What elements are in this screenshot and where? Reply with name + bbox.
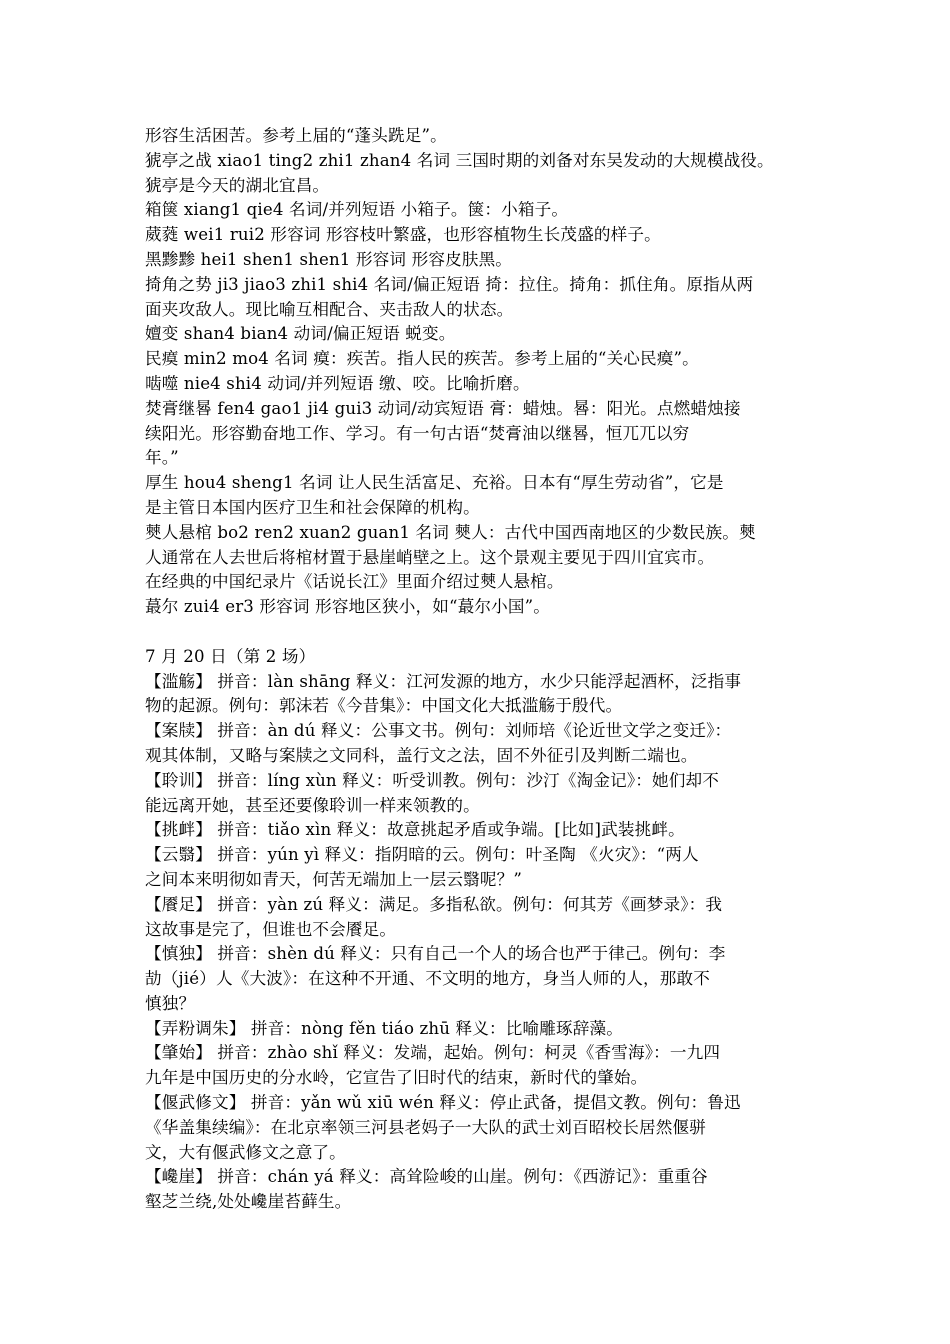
text-line: 这故事是完了，但谁也不会餍足。 xyxy=(145,919,397,939)
text-line: 是主管日本国内医疗卫生和社会保障的机构。 xyxy=(145,497,480,517)
text-line: 蕞尔 zui4 er3 形容词 形容地区狭小，如“蕞尔小国”。 xyxy=(145,597,551,617)
text-line: 之间本来明彻如青天，何苦无端加上一层云翳呢？” xyxy=(145,869,522,889)
text-line: 【餍足】 拼音：yàn zú 释义：满足。多指私欲。例句：何其芳《画梦录》：我 xyxy=(145,894,723,914)
text-line: 在经典的中国纪录片《话说长江》里面介绍过僰人悬棺。 xyxy=(145,572,564,592)
text-line: 观其体制，又略与案牍之文同科，盖行文之法，固不外征引及判断二端也。 xyxy=(145,745,698,765)
text-line: 【慎独】 拼音：shèn dú 释义：只有自己一个人的场合也严于律己。例句：李 xyxy=(145,944,726,964)
text-line: 壑芝兰绕,处处巉崖苔藓生。 xyxy=(145,1192,352,1212)
section-heading: 7 月 20 日（第 2 场） xyxy=(145,646,316,666)
text-line: 续阳光。形容勤奋地工作、学习。有一句古语“焚膏油以继晷，恒兀兀以穷 xyxy=(145,423,690,443)
vocab-list-part2 xyxy=(145,670,820,1216)
text-line: 【聆训】 拼音：líng xùn 释义：听受训教。例句：沙汀《淘金记》：她们却不 xyxy=(145,770,719,790)
text-line: 【巉崖】 拼音：chán yá 释义：高耸险峻的山崖。例句：《西游记》：重重谷 xyxy=(145,1167,708,1187)
text-line: 形容生活困苦。参考上届的“蓬头跣足”。 xyxy=(145,126,447,145)
text-line: 【案牍】 拼音：àn dú 释义：公事文书。例句：刘师培《论近世文学之变迁》： xyxy=(145,721,732,741)
text-line: 【滥觞】 拼音：làn shāng 释义：江河发源的地方，水少只能浮起酒杯，泛指事 xyxy=(145,671,742,691)
text-line: 物的起源。例句：郭沫若《今昔集》：中国文化大抵滥觞于殷代。 xyxy=(145,696,623,716)
vocab-list-part1 xyxy=(145,124,820,620)
text-line: 劼（jié）人《大波》：在这种不开通、不文明的地方，身当人师的人，那敢不 xyxy=(145,969,710,989)
text-line: 焚膏继晷 fen4 gao1 ji4 gui3 动词/动宾短语 膏：蜡烛。晷：阳光。点燃蜡烛接 xyxy=(145,398,741,418)
text-line: 能远离开她，甚至还要像聆训一样来领教的。 xyxy=(145,795,480,815)
text-line: 九年是中国历史的分水岭，它宣告了旧时代的结束，新时代的肇始。 xyxy=(145,1068,648,1088)
text-line: 【挑衅】 拼音：tiǎo xìn 释义：故意挑起矛盾或争端。[比如]武装挑衅。 xyxy=(145,820,685,840)
text-line: 僰人悬棺 bo2 ren2 xuan2 guan1 名词 僰人：古代中国西南地区的少数民族。僰 xyxy=(145,522,756,542)
text-line: 【肇始】 拼音：zhào shǐ 释义：发端，起始。例句：柯灵《香雪海》：一九四 xyxy=(145,1043,721,1063)
text-line: 【偃武修文】 拼音：yǎn wǔ xiū wén 释义：停止武备，提倡文教。例句：鲁迅 xyxy=(145,1093,741,1113)
text-line: 箱箧 xiang1 qie4 名词/并列短语 小箱子。箧：小箱子。 xyxy=(145,200,569,220)
text-line: 啮噬 nie4 shi4 动词/并列短语 缴、咬。比喻折磨。 xyxy=(145,373,530,393)
text-line: 嬗变 shan4 bian4 动词/偏正短语 蜕变。 xyxy=(145,324,456,344)
text-line: 【云翳】 拼音：yún yì 释义：指阴暗的云。例句：叶圣陶 《火灾》：“两人 xyxy=(145,845,699,865)
text-line: 年。” xyxy=(145,448,179,468)
text-line: 葳蕤 wei1 rui2 形容词 形容枝叶繁盛，也形容植物生长茂盛的样子。 xyxy=(145,225,661,245)
blank-line xyxy=(145,620,820,645)
text-line: 面夹攻敌人。现比喻互相配合、夹击敌人的状态。 xyxy=(145,299,514,319)
text-line: 文，大有偃武修文之意了。 xyxy=(145,1142,346,1162)
document-page xyxy=(145,124,820,1215)
text-line: 猇亭是今天的湖北宜昌。 xyxy=(145,175,330,195)
text-line: 《华盖集续编》：在北京率领三河县老妈子一大队的武士刘百昭校长居然偃骈 xyxy=(145,1117,706,1137)
text-line: 厚生 hou4 sheng1 名词 让人民生活富足、充裕。日本有“厚生劳动省”，它是 xyxy=(145,473,724,493)
text-line: 黑黪黪 hei1 shen1 shen1 形容词 形容皮肤黑。 xyxy=(145,249,513,269)
text-line: 掎角之势 ji3 jiao3 zhi1 shi4 名词/偏正短语 掎：拉住。掎角：抓住角。原指从两 xyxy=(145,274,754,294)
text-line: 慎独？ xyxy=(145,993,196,1013)
text-line: 民瘼 min2 mo4 名词 瘼：疾苦。指人民的疾苦。参考上届的“关心民瘼”。 xyxy=(145,349,699,369)
text-line: 猇亭之战 xiao1 ting2 zhi1 zhan4 名词 三国时期的刘备对东吴发动的大规模战役。 xyxy=(145,150,774,170)
text-line: 人通常在人去世后将棺材置于悬崖峭壁之上。这个景观主要见于四川宜宾市。 xyxy=(145,547,715,567)
text-line: 【弄粉调朱】 拼音：nòng fěn tiáo zhū 释义：比喻雕琢辞藻。 xyxy=(145,1018,623,1038)
